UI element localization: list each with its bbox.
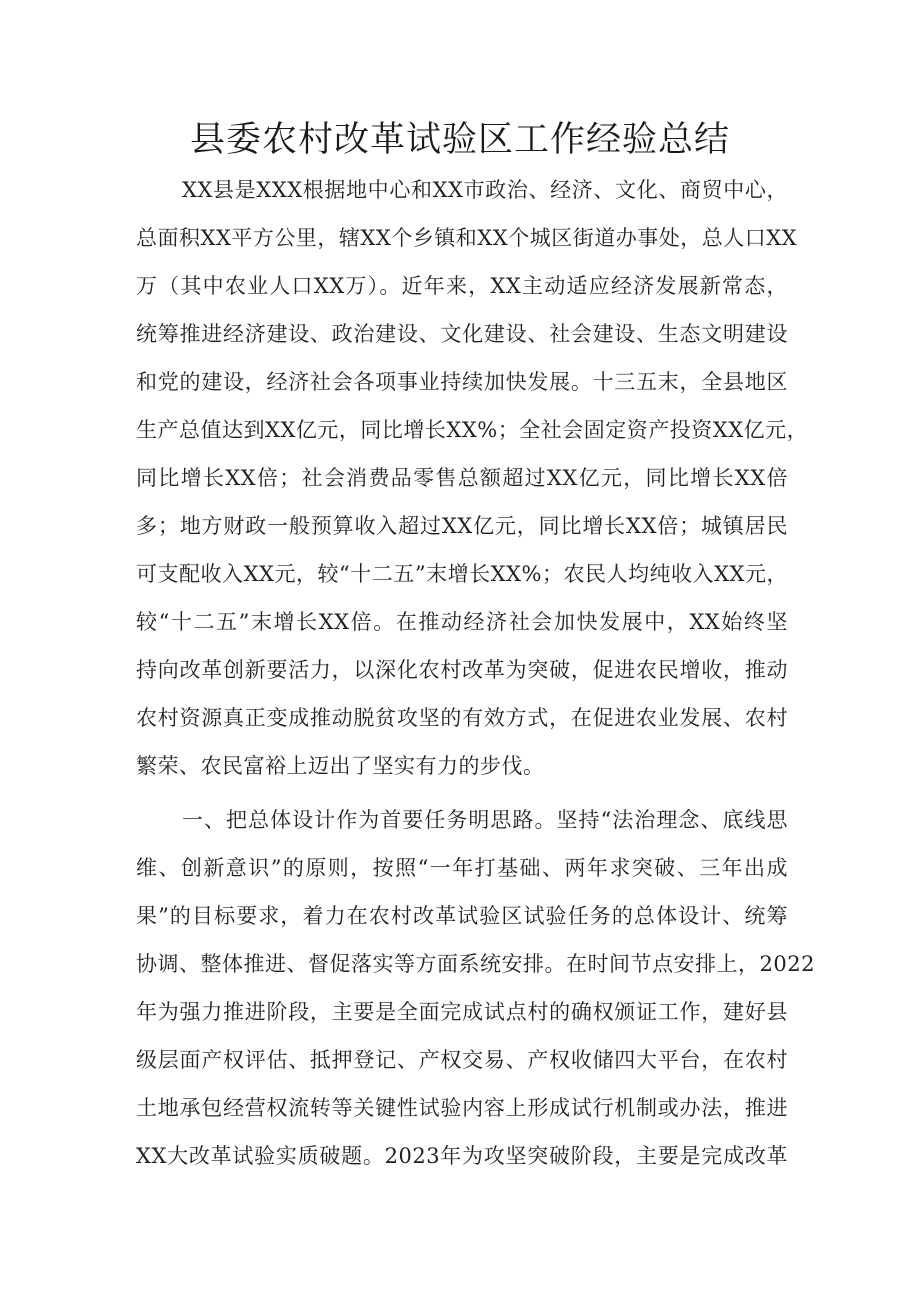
text-line: 总面积XX平方公里，辖XX个乡镇和XX个城区街道办事处，总人口XX — [136, 226, 798, 250]
text-line: XX县是XXX根据地中心和XX市政治、经济、文化、商贸中心， — [182, 178, 788, 202]
text-line: 果”的目标要求，着力在农村改革试验区试验任务的总体设计、统筹 — [136, 904, 788, 928]
text-line: 繁荣、农民富裕上迈出了坚实有力的步伐。 — [136, 754, 545, 778]
text-line: XX大改革试验实质破题。2023年为攻坚突破阶段，主要是完成改革 — [136, 1144, 788, 1168]
text-line: 较“十二五”末增长XX倍。在推动经济社会加快发展中，XX始终坚 — [136, 610, 788, 634]
text-line: 万（其中农业人口XX万）。近年来，XX主动适应经济发展新常态， — [136, 274, 788, 298]
text-line: 级层面产权评估、抵押登记、产权交易、产权收储四大平台，在农村 — [136, 1048, 788, 1072]
text-line: 年为强力推进阶段，主要是全面完成试点村的确权颁证工作，建好县 — [136, 1000, 788, 1024]
text-line: 土地承包经营权流转等关键性试验内容上形成试行机制或办法，推进 — [136, 1096, 788, 1120]
text-line: 协调、整体推进、督促落实等方面系统安排。在时间节点安排上，2022 — [136, 952, 815, 976]
text-line: 多；地方财政一般预算收入超过XX亿元，同比增长XX倍；城镇居民 — [136, 514, 788, 538]
document-title: 县委农村改革试验区工作经验总结 — [189, 120, 730, 160]
text-line: 生产总值达到XX亿元，同比增长XX%；全社会固定资产投资XX亿元， — [136, 418, 809, 442]
text-line: 农村资源真正变成推动脱贫攻坚的有效方式，在促进农业发展、农村 — [136, 706, 788, 730]
text-line: 一、把总体设计作为首要任务明思路。坚持“法治理念、底线思 — [182, 808, 788, 832]
paragraph-intro — [136, 166, 809, 790]
text-line: 同比增长XX倍；社会消费品零售总额超过XX亿元，同比增长XX倍 — [136, 466, 788, 490]
text-line: 可支配收入XX元，较“十二五”末增长XX%；农民人均纯收入XX元， — [136, 562, 788, 586]
paragraph-section-one — [136, 796, 815, 1180]
text-line: 统筹推进经济建设、政治建设、文化建设、社会建设、生态文明建设 — [136, 322, 788, 346]
text-line: 和党的建设，经济社会各项事业持续加快发展。十三五末，全县地区 — [136, 370, 788, 394]
text-line: 持向改革创新要活力，以深化农村改革为突破，促进农民增收，推动 — [136, 658, 788, 682]
text-line: 维、创新意识”的原则，按照“一年打基础、两年求突破、三年出成 — [136, 856, 788, 880]
